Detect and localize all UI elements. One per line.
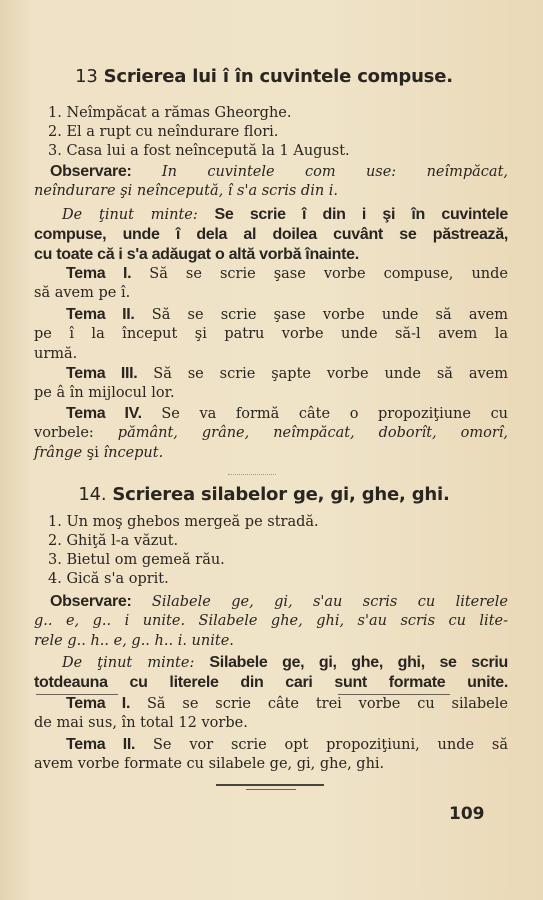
example-13-2: 2. El a rupt cu neîndurare flori. — [48, 124, 279, 140]
observation-14-text-2: g.. e, g.. i unite. Silabele ghe, ghi, s'au scris cu lite- — [34, 613, 508, 629]
end-rule-short — [246, 789, 296, 790]
tema-14-1-line-1 — [34, 694, 508, 714]
remember-13-line-1 — [34, 205, 508, 225]
tema-13-2-text-3: urmă. — [34, 346, 78, 362]
remember-13-text-1: Se scrie î din i şi în cuvintele — [214, 206, 508, 223]
tema-13-4-text-1: Se va formă câte o propoziţiune cu — [161, 406, 509, 422]
example-13-3: 3. Casa lui a fost neîncepută la 1 August. — [48, 143, 350, 159]
remember-13-label: De ţinut minte: — [62, 207, 198, 223]
observation-13-line-1 — [34, 162, 508, 182]
tema-13-4-label: Tema IV. — [66, 405, 142, 422]
tema-14-2-label: Tema II. — [66, 736, 136, 753]
remember-14-label: De ţinut minte: — [62, 655, 195, 671]
observation-14-label: Observare: — [50, 593, 132, 610]
tema-14-2-text-1: Se vor scrie opt propoziţiuni, unde să — [153, 737, 508, 753]
observation-13-text-1: In cuvintele com use: neîmpăcat, — [161, 164, 509, 180]
divider-dots — [228, 474, 276, 475]
tema-13-4-text-3b: şi — [86, 445, 99, 461]
tema-13-3-text-1: Să se scrie şapte vorbe unde să avem — [153, 366, 508, 382]
example-13-1: 1. Neîmpăcat a rămas Gheorghe. — [48, 105, 292, 121]
section-14-number: 14. — [78, 484, 107, 505]
tema-13-4-text-2b: pământ, grâne, neîmpăcat, doborît, omorî, — [117, 425, 508, 441]
section-14-title: Scrierea silabelor ge, gi, ghe, ghi. — [112, 484, 450, 505]
observation-14-text-1: Silabele ge, gi, s'au scris cu literele — [151, 594, 508, 610]
page-number: 109 — [449, 804, 485, 824]
section-13-heading — [24, 66, 504, 87]
example-14-2: 2. Ghiţă l-a văzut. — [48, 533, 179, 549]
section-13-number: 13 — [75, 66, 98, 87]
remember-14-text-2: totdeauna cu literele din cari sunt formate unite. — [34, 674, 508, 691]
example-14-4: 4. Gică s'a oprit. — [48, 571, 169, 587]
tema-13-1-label: Tema I. — [66, 265, 132, 282]
observation-13-label: Observare: — [50, 163, 132, 180]
tema-13-4-line-3 — [34, 444, 508, 463]
tema-13-3-text-2: pe â în mijlocul lor. — [34, 385, 175, 401]
example-14-1: 1. Un moş ghebos mergeă pe stradă. — [48, 514, 319, 530]
observation-13-text-2: neîndurare şi neîncepută, î s'a scris din i. — [34, 183, 339, 199]
remember-14-line-1 — [34, 653, 508, 673]
remember-13-text-3: cu toate că i s'a adăugat o altă vorbă înainte. — [34, 246, 359, 263]
end-rule — [216, 784, 324, 786]
tema-13-1-line-1 — [34, 264, 508, 284]
remember-14-text-1: Silabele ge, gi, ghe, ghi, se scriu — [209, 654, 508, 671]
tema-13-1-text-2: să avem pe î. — [34, 285, 131, 301]
tema-13-2-text-2: pe î la început şi patru vorbe unde să-l avem la — [34, 326, 508, 342]
tema-13-4-line-2 — [34, 424, 508, 443]
tema-13-4-text-2a: vorbele: — [34, 425, 94, 441]
tema-13-4-text-3c: început. — [103, 445, 164, 461]
tema-13-2-line-1 — [34, 305, 508, 325]
tema-13-2-text-1: Să se scrie şase vorbe unde să avem — [151, 307, 508, 323]
observation-14-text-3: rele g.. h.. e, g.. h.. i. unite. — [34, 633, 234, 649]
observation-14-line-1 — [34, 592, 508, 612]
tema-14-1-label: Tema I. — [66, 695, 131, 712]
remember-13-text-2: compuse, unde î dela al doilea cuvânt se păstrează, — [34, 226, 508, 243]
example-14-3: 3. Bietul om gemeă rău. — [48, 552, 225, 568]
tema-13-3-label: Tema III. — [66, 365, 138, 382]
tema-14-2-line-1 — [34, 735, 508, 755]
tema-13-4-text-3a: frânge — [34, 445, 83, 461]
tema-14-2-text-2: avem vorbe formate cu silabele ge, gi, ghe, ghi. — [34, 756, 385, 772]
section-14-heading — [24, 484, 504, 505]
tema-13-1-text-1: Să se scrie şase vorbe compuse, unde — [149, 266, 508, 282]
tema-14-1-text-2: de mai sus, în total 12 vorbe. — [34, 715, 248, 731]
tema-13-3-line-1 — [34, 364, 508, 384]
section-13-title: Scrierea lui î în cuvintele compuse. — [103, 66, 453, 87]
tema-14-1-text-1: Să se scrie câte trei vorbe cu silabele — [146, 696, 508, 712]
tema-13-4-line-1 — [34, 404, 508, 424]
tema-13-2-label: Tema II. — [66, 306, 135, 323]
